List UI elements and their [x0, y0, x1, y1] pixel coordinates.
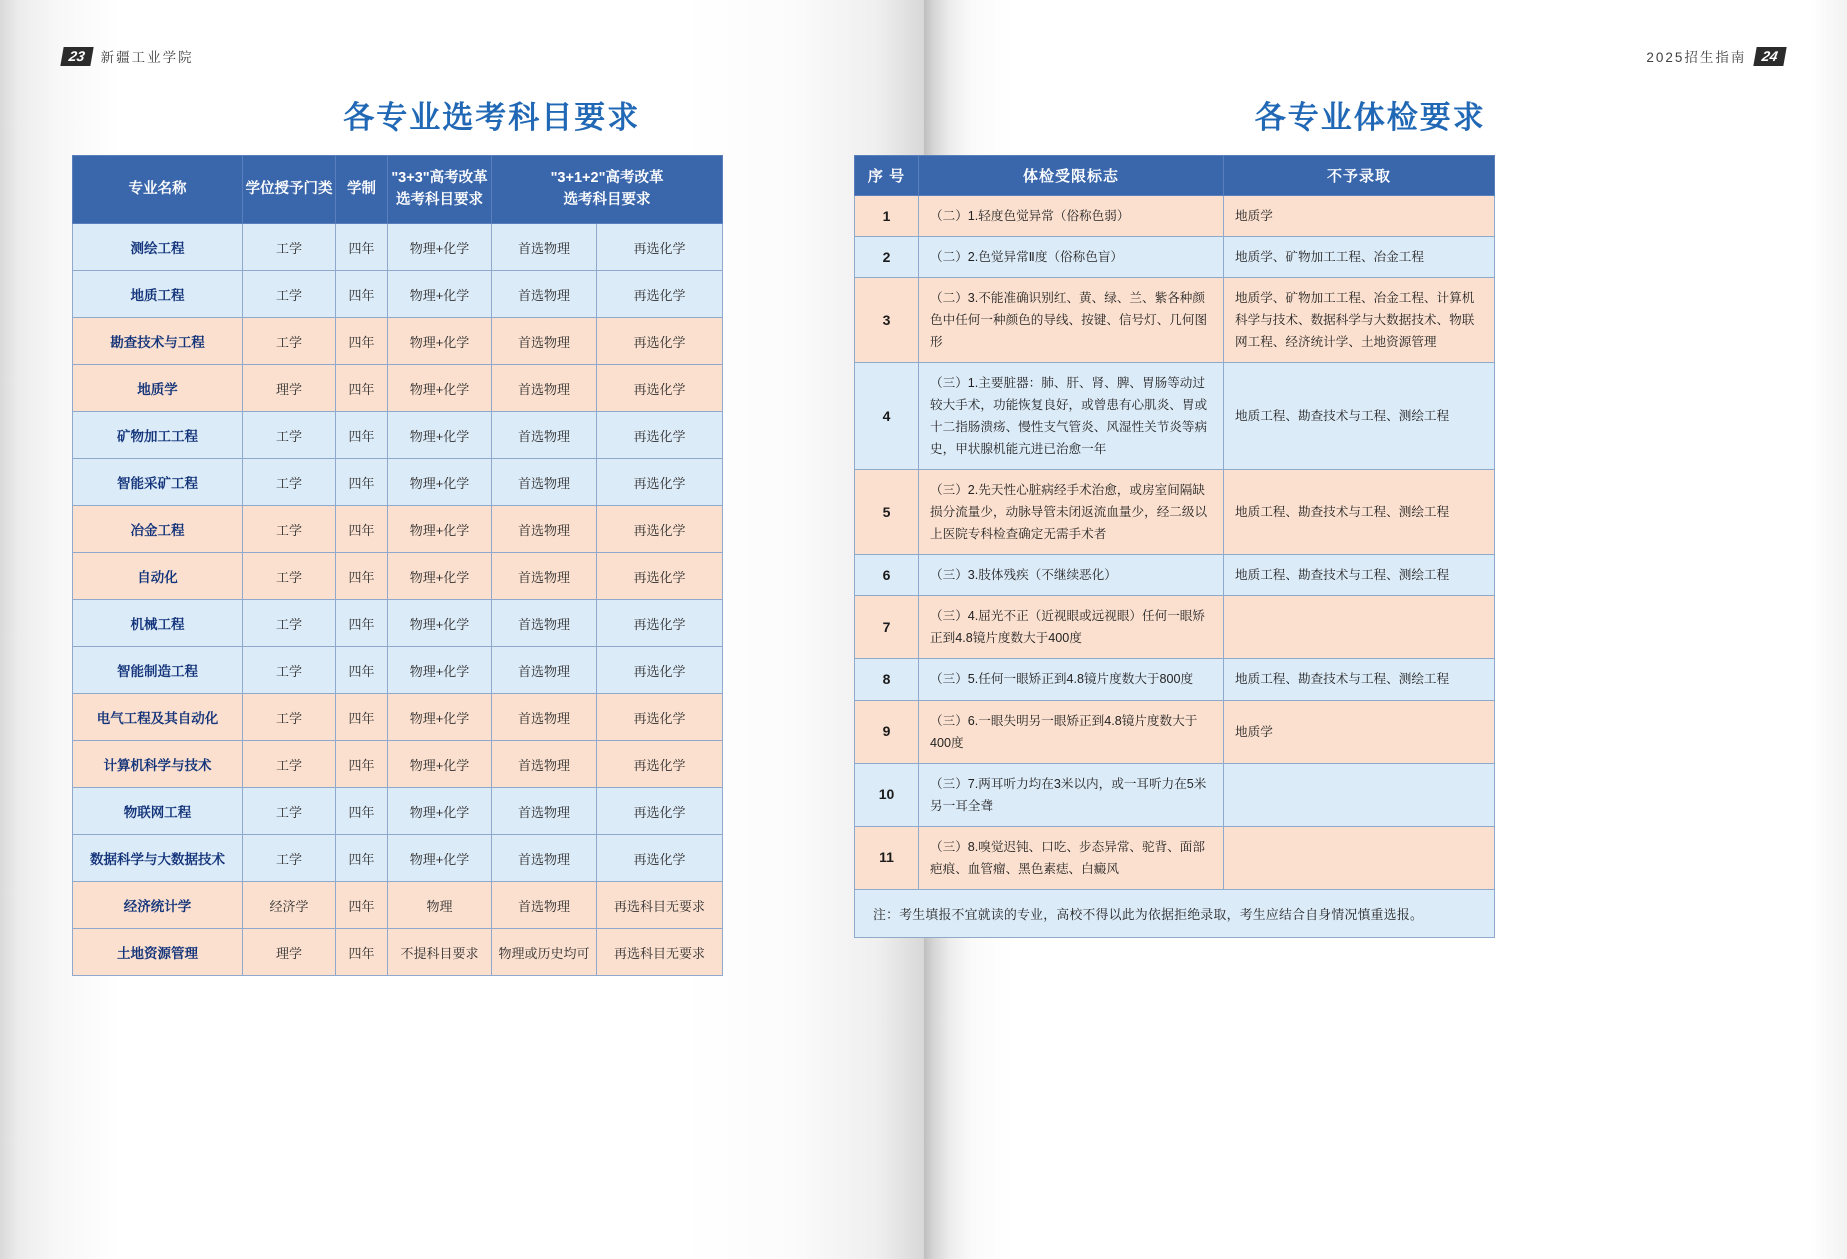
duration-cell: 四年 [336, 788, 388, 835]
duration-cell: 四年 [336, 882, 388, 929]
health-seq-cell: 1 [855, 196, 919, 237]
col-reform-312: "3+1+2"高考改革 选考科目要求 [492, 156, 723, 224]
reform-33-cell: 物理+化学 [388, 741, 492, 788]
major-name-cell: 矿物加工工程 [73, 412, 243, 459]
health-sign-cell: （三）1.主要脏器：肺、肝、肾、脾、胃肠等动过较大手术，功能恢复良好，或曾患有心肌炎、胃或十二指肠溃疡、慢性支气管炎、风湿性关节炎等病史，甲状腺机能亢进已治愈一年 [919, 363, 1224, 470]
health-reject-cell [1224, 596, 1495, 659]
right-section-title: 各专业体检要求 [1254, 100, 1486, 135]
second-choice-cell: 再选化学 [597, 788, 723, 835]
major-name-cell: 机械工程 [73, 600, 243, 647]
major-row [73, 553, 723, 600]
health-header-row [855, 156, 1495, 196]
health-row [855, 659, 1495, 700]
health-footnote: 注：考生填报不宜就读的专业，高校不得以此为依据拒绝录取，考生应结合自身情况慎重选报。 [855, 889, 1495, 937]
second-choice-cell: 再选科目无要求 [597, 929, 723, 976]
left-running-head-label: 新疆工业学院 [100, 50, 194, 65]
health-row [855, 237, 1495, 278]
health-seq-cell: 8 [855, 659, 919, 700]
second-choice-cell: 再选化学 [597, 600, 723, 647]
degree-cell: 工学 [243, 506, 336, 553]
duration-cell: 四年 [336, 600, 388, 647]
second-choice-cell: 再选化学 [597, 224, 723, 271]
health-sign-cell: （二）3.不能准确识别红、黄、绿、兰、紫各种颜色中任何一种颜色的导线、按键、信号灯、几何图形 [919, 278, 1224, 363]
degree-cell: 工学 [243, 647, 336, 694]
second-choice-cell: 再选科目无要求 [597, 882, 723, 929]
degree-cell: 工学 [243, 412, 336, 459]
right-running-head [1646, 46, 1785, 66]
first-choice-cell: 首选物理 [492, 318, 597, 365]
reform-33-cell: 物理+化学 [388, 318, 492, 365]
major-row [73, 224, 723, 271]
health-sign-cell: （三）8.嗅觉迟钝、口吃、步态异常、驼背、面部疤痕、血管瘤、黑色素痣、白癜风 [919, 826, 1224, 889]
health-reject-cell: 地质学 [1224, 196, 1495, 237]
left-section-title: 各专业选考科目要求 [343, 100, 641, 135]
col-sign: 体检受限标志 [919, 156, 1224, 196]
major-row [73, 882, 723, 929]
health-seq-cell: 11 [855, 826, 919, 889]
first-choice-cell: 首选物理 [492, 788, 597, 835]
health-sign-cell: （二）2.色觉异常Ⅱ度（俗称色盲） [919, 237, 1224, 278]
reform-33-cell: 物理+化学 [388, 600, 492, 647]
duration-cell: 四年 [336, 741, 388, 788]
first-choice-cell: 首选物理 [492, 741, 597, 788]
major-row [73, 365, 723, 412]
degree-cell: 工学 [243, 459, 336, 506]
right-running-head-label: 2025招生指南 [1646, 50, 1747, 65]
health-seq-cell: 7 [855, 596, 919, 659]
majors-header-row [73, 156, 723, 224]
second-choice-cell: 再选化学 [597, 506, 723, 553]
major-row [73, 271, 723, 318]
major-row [73, 694, 723, 741]
first-choice-cell: 首选物理 [492, 506, 597, 553]
major-name-cell: 自动化 [73, 553, 243, 600]
health-sign-cell: （三）5.任何一眼矫正到4.8镜片度数大于800度 [919, 659, 1224, 700]
health-row [855, 826, 1495, 889]
degree-cell: 工学 [243, 694, 336, 741]
health-sign-cell: （三）6.一眼失明另一眼矫正到4.8镜片度数大于400度 [919, 700, 1224, 763]
health-sign-cell: （二）1.轻度色觉异常（俗称色弱） [919, 196, 1224, 237]
major-name-cell: 物联网工程 [73, 788, 243, 835]
first-choice-cell: 首选物理 [492, 553, 597, 600]
duration-cell: 四年 [336, 929, 388, 976]
first-choice-cell: 首选物理 [492, 459, 597, 506]
major-row [73, 835, 723, 882]
second-choice-cell: 再选化学 [597, 459, 723, 506]
second-choice-cell: 再选化学 [597, 318, 723, 365]
majors-table-body [73, 224, 723, 976]
reform-33-cell: 物理+化学 [388, 412, 492, 459]
second-choice-cell: 再选化学 [597, 741, 723, 788]
first-choice-cell: 首选物理 [492, 647, 597, 694]
first-choice-cell: 物理或历史均可 [492, 929, 597, 976]
reform-33-cell: 物理+化学 [388, 788, 492, 835]
reform-33-cell: 物理+化学 [388, 459, 492, 506]
major-row [73, 506, 723, 553]
second-choice-cell: 再选化学 [597, 412, 723, 459]
degree-cell: 工学 [243, 318, 336, 365]
second-choice-cell: 再选化学 [597, 365, 723, 412]
health-sign-cell: （三）7.两耳听力均在3米以内，或一耳听力在5米另一耳全聋 [919, 763, 1224, 826]
first-choice-cell: 首选物理 [492, 600, 597, 647]
health-reject-cell: 地质学、矿物加工工程、冶金工程 [1224, 237, 1495, 278]
reform-33-cell: 物理+化学 [388, 506, 492, 553]
reform-33-cell: 不提科目要求 [388, 929, 492, 976]
major-name-cell: 测绘工程 [73, 224, 243, 271]
health-reject-cell: 地质学、矿物加工工程、冶金工程、计算机科学与技术、数据科学与大数据技术、物联网工程、经济统计学、土地资源管理 [1224, 278, 1495, 363]
major-name-cell: 经济统计学 [73, 882, 243, 929]
duration-cell: 四年 [336, 318, 388, 365]
reform-33-cell: 物理 [388, 882, 492, 929]
major-name-cell: 智能制造工程 [73, 647, 243, 694]
majors-table-head [73, 156, 723, 224]
degree-cell: 工学 [243, 600, 336, 647]
col-reject: 不予录取 [1224, 156, 1495, 196]
major-row [73, 412, 723, 459]
major-row [73, 459, 723, 506]
second-choice-cell: 再选化学 [597, 271, 723, 318]
health-seq-cell: 5 [855, 470, 919, 555]
health-table [854, 155, 1495, 938]
health-row [855, 196, 1495, 237]
health-reject-cell [1224, 826, 1495, 889]
col-seq: 序 号 [855, 156, 919, 196]
degree-cell: 理学 [243, 929, 336, 976]
health-sign-cell: （三）3.肢体残疾（不继续恶化） [919, 555, 1224, 596]
health-footnote-row [855, 889, 1495, 937]
duration-cell: 四年 [336, 224, 388, 271]
major-name-cell: 数据科学与大数据技术 [73, 835, 243, 882]
reform-33-cell: 物理+化学 [388, 553, 492, 600]
first-choice-cell: 首选物理 [492, 835, 597, 882]
first-choice-cell: 首选物理 [492, 271, 597, 318]
duration-cell: 四年 [336, 459, 388, 506]
health-seq-cell: 6 [855, 555, 919, 596]
degree-cell: 经济学 [243, 882, 336, 929]
health-row [855, 555, 1495, 596]
health-table-body [855, 196, 1495, 890]
major-name-cell: 地质工程 [73, 271, 243, 318]
degree-cell: 工学 [243, 835, 336, 882]
health-seq-cell: 3 [855, 278, 919, 363]
major-row [73, 788, 723, 835]
major-row [73, 647, 723, 694]
degree-cell: 工学 [243, 788, 336, 835]
health-row [855, 700, 1495, 763]
health-row [855, 363, 1495, 470]
health-reject-cell: 地质工程、勘查技术与工程、测绘工程 [1224, 555, 1495, 596]
health-reject-cell: 地质工程、勘查技术与工程、测绘工程 [1224, 470, 1495, 555]
health-table-foot [855, 889, 1495, 937]
major-name-cell: 计算机科学与技术 [73, 741, 243, 788]
health-reject-cell: 地质学 [1224, 700, 1495, 763]
reform-33-cell: 物理+化学 [388, 365, 492, 412]
major-name-cell: 土地资源管理 [73, 929, 243, 976]
major-name-cell: 智能采矿工程 [73, 459, 243, 506]
reform-33-cell: 物理+化学 [388, 224, 492, 271]
right-page-number: 24 [1754, 47, 1787, 66]
duration-cell: 四年 [336, 506, 388, 553]
reform-33-cell: 物理+化学 [388, 271, 492, 318]
health-reject-cell [1224, 763, 1495, 826]
second-choice-cell: 再选化学 [597, 553, 723, 600]
health-row [855, 596, 1495, 659]
degree-cell: 工学 [243, 224, 336, 271]
degree-cell: 工学 [243, 553, 336, 600]
health-reject-cell: 地质工程、勘查技术与工程、测绘工程 [1224, 363, 1495, 470]
major-name-cell: 冶金工程 [73, 506, 243, 553]
second-choice-cell: 再选化学 [597, 647, 723, 694]
col-reform-33: "3+3"高考改革 选考科目要求 [388, 156, 492, 224]
majors-table [72, 155, 723, 976]
duration-cell: 四年 [336, 271, 388, 318]
duration-cell: 四年 [336, 835, 388, 882]
left-page-number: 23 [60, 47, 93, 66]
col-major: 专业名称 [73, 156, 243, 224]
health-row [855, 763, 1495, 826]
degree-cell: 理学 [243, 365, 336, 412]
major-row [73, 929, 723, 976]
duration-cell: 四年 [336, 365, 388, 412]
degree-cell: 工学 [243, 271, 336, 318]
col-duration: 学制 [336, 156, 388, 224]
health-sign-cell: （三）2.先天性心脏病经手术治愈，或房室间隔缺损分流量少，动脉导管未闭返流血量少，经二级以上医院专科检查确定无需手术者 [919, 470, 1224, 555]
second-choice-cell: 再选化学 [597, 694, 723, 741]
major-row [73, 600, 723, 647]
major-row [73, 318, 723, 365]
duration-cell: 四年 [336, 553, 388, 600]
second-choice-cell: 再选化学 [597, 835, 723, 882]
major-name-cell: 电气工程及其自动化 [73, 694, 243, 741]
health-table-head [855, 156, 1495, 196]
reform-33-cell: 物理+化学 [388, 647, 492, 694]
duration-cell: 四年 [336, 647, 388, 694]
health-seq-cell: 10 [855, 763, 919, 826]
major-name-cell: 地质学 [73, 365, 243, 412]
health-seq-cell: 9 [855, 700, 919, 763]
first-choice-cell: 首选物理 [492, 365, 597, 412]
first-choice-cell: 首选物理 [492, 224, 597, 271]
reform-33-cell: 物理+化学 [388, 694, 492, 741]
duration-cell: 四年 [336, 694, 388, 741]
health-seq-cell: 4 [855, 363, 919, 470]
col-degree: 学位授予门类 [243, 156, 336, 224]
first-choice-cell: 首选物理 [492, 694, 597, 741]
health-sign-cell: （三）4.屈光不正（近视眼或远视眼）任何一眼矫正到4.8镜片度数大于400度 [919, 596, 1224, 659]
duration-cell: 四年 [336, 412, 388, 459]
health-reject-cell: 地质工程、勘查技术与工程、测绘工程 [1224, 659, 1495, 700]
health-seq-cell: 2 [855, 237, 919, 278]
health-row [855, 470, 1495, 555]
left-running-head [62, 46, 194, 66]
first-choice-cell: 首选物理 [492, 882, 597, 929]
health-row [855, 278, 1495, 363]
first-choice-cell: 首选物理 [492, 412, 597, 459]
major-name-cell: 勘查技术与工程 [73, 318, 243, 365]
major-row [73, 741, 723, 788]
reform-33-cell: 物理+化学 [388, 835, 492, 882]
degree-cell: 工学 [243, 741, 336, 788]
